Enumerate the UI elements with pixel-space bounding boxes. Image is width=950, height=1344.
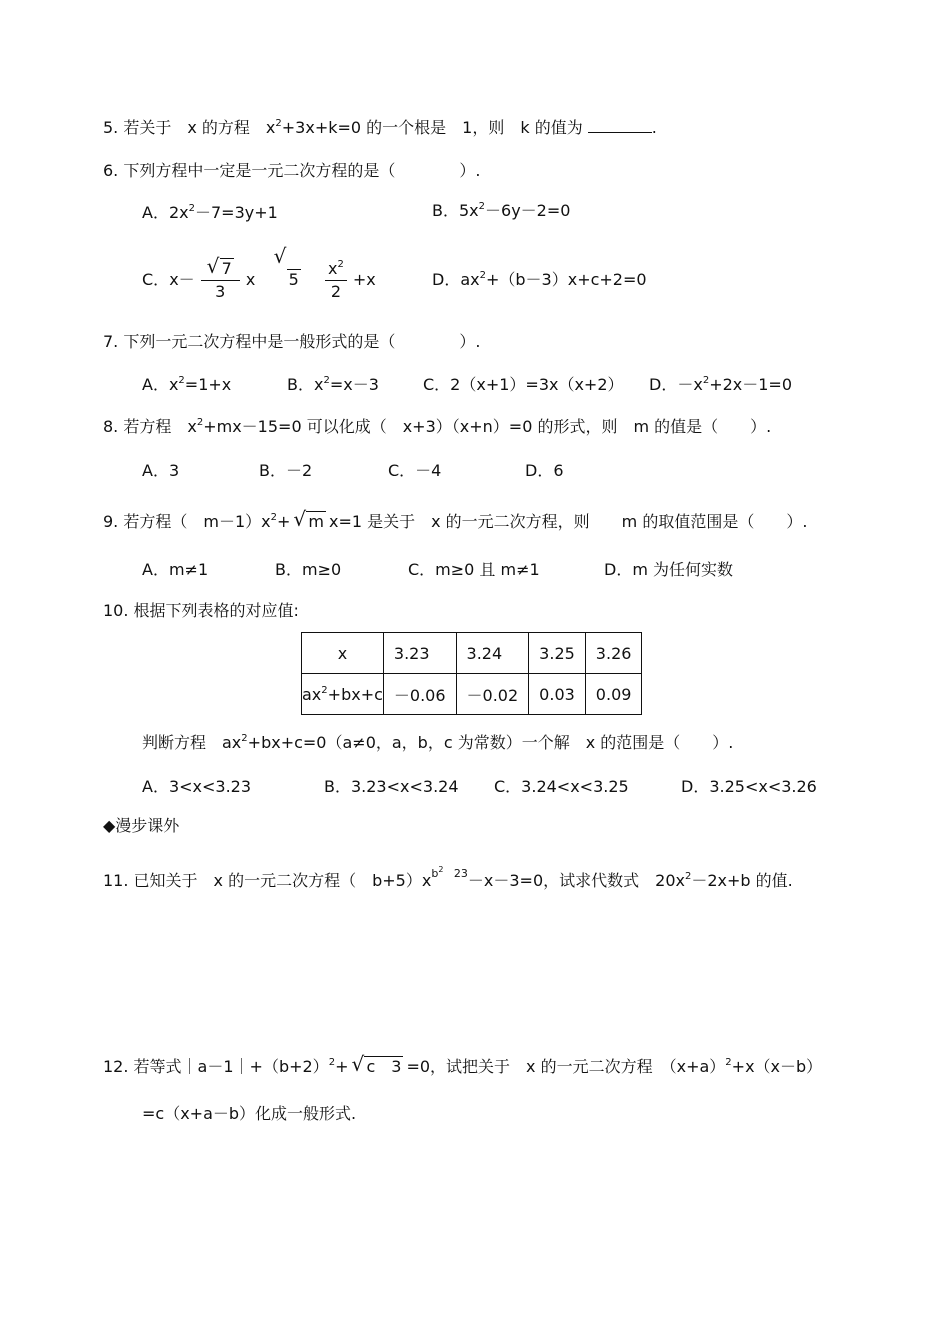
q6-stem: 6. 下列方程中一定是一元二次方程的是（ ）. bbox=[103, 161, 481, 180]
q9-option-b: B．m≥0 bbox=[275, 560, 342, 579]
q6-option-b: B．$5x^2-6y-2=0$ bbox=[432, 201, 571, 220]
q6-option-d: D．$ax^2+(b-3)x+c+2=0$ bbox=[432, 270, 647, 289]
q10-option-b: B．3.23<x<3.24 bbox=[324, 777, 459, 796]
q7-option-c: C．2（x+1）=3x（x+2） bbox=[423, 375, 624, 394]
q9-option-c: C．m≥0 且 m≠1 bbox=[408, 560, 540, 579]
q5-line: 5. 若关于 x 的方程 $x^2+3x+k=0$ 的一个根是 1，则 k 的值为 . bbox=[103, 118, 657, 137]
q10-option-a: A．3<x<3.23 bbox=[142, 777, 252, 796]
q7-option-d: D．$-x^2+2x-1=0$ bbox=[649, 375, 793, 394]
table-cell: 3.26 bbox=[585, 633, 642, 674]
q8-option-d: D．6 bbox=[525, 461, 564, 480]
table-row bbox=[302, 633, 642, 674]
sqrt-symbol: √ m bbox=[293, 507, 324, 531]
q6-option-a: A．$2x^2-7=3y+1$ bbox=[142, 203, 278, 222]
q5-number: 5. bbox=[103, 118, 119, 137]
table-row bbox=[302, 674, 642, 715]
table-cell: －0.06 bbox=[383, 674, 456, 715]
table-cell: －0.02 bbox=[456, 674, 529, 715]
sqrt-symbol: √ c 3 bbox=[351, 1052, 402, 1076]
fraction: $\frac{x^2}{2}$ bbox=[325, 258, 347, 303]
q9-stem: 9. 若方程（ $m-1)x^2+$ √ m x=1 是关于 x 的一元二次方程，则 m 的取值范围是（ ）. bbox=[103, 507, 808, 531]
q10-option-c: C．3.24<x<3.25 bbox=[494, 777, 629, 796]
q7-option-b: B．$x^2=x-3$ bbox=[287, 375, 379, 394]
q8-option-a: A．3 bbox=[142, 461, 180, 480]
q12-line2: =c（x+a－b）化成一般形式. bbox=[142, 1104, 357, 1123]
table-cell: 0.03 bbox=[529, 674, 586, 715]
q11-stem: 11. 已知关于 x 的一元二次方程（ $b+5)x^{b^2 23}-x-3=0$，试求代数式 $20x^2-2x+b$ 的值. bbox=[103, 865, 793, 890]
q8-stem: 8. 若方程 $x^2+mx-15=0$ 可以化成（ x+3）（x+n）=0 的形式，则 m 的值是（ ）. bbox=[103, 417, 772, 436]
section-heading: ◆漫步课外 bbox=[103, 816, 180, 835]
value-table bbox=[301, 632, 642, 715]
table-cell: 3.23 bbox=[383, 633, 456, 674]
q7-stem: 7. 下列一元二次方程中是一般形式的是（ ）. bbox=[103, 332, 481, 351]
q12-stem: 12. 若等式$|a-1|+(b+2)^2+$ √ c 3 =0，试把关于 x 的一元二次方程 $(x+a)^2+x(x-b)$ bbox=[103, 1052, 823, 1076]
q8-option-b: B．－2 bbox=[259, 461, 313, 480]
table-cell: 0.09 bbox=[585, 674, 642, 715]
answer-blank[interactable] bbox=[588, 118, 652, 133]
table-cell: 3.25 bbox=[529, 633, 586, 674]
q6-option-c: C．x－ √ 7 3 x √ 5 $\frac{x^2}{2}$ +x bbox=[142, 248, 376, 312]
q9-option-d: D．m 为任何实数 bbox=[604, 560, 733, 579]
q10-option-d: D．3.25<x<3.26 bbox=[681, 777, 817, 796]
table-header-cell: $ax^2+bx+c$ bbox=[302, 674, 384, 715]
sqrt-symbol: √ 7 bbox=[206, 254, 232, 278]
table-header-cell: x bbox=[302, 633, 384, 674]
sqrt-symbol: √ 5 bbox=[273, 244, 299, 289]
q10-stem: 10. 根据下列表格的对应值: bbox=[103, 601, 299, 620]
q9-option-a: A．m≠1 bbox=[142, 560, 209, 579]
q8-option-c: C．－4 bbox=[388, 461, 442, 480]
fraction: √ 7 3 bbox=[201, 258, 240, 303]
q7-option-a: A．$x^2=1+x$ bbox=[142, 375, 232, 394]
table-cell: 3.24 bbox=[456, 633, 529, 674]
q10-judge: 判断方程 $ax^2+bx+c=0(a\ne 0$，a，b，c 为常数）一个解 x 的范围是（ ）. bbox=[142, 733, 734, 752]
